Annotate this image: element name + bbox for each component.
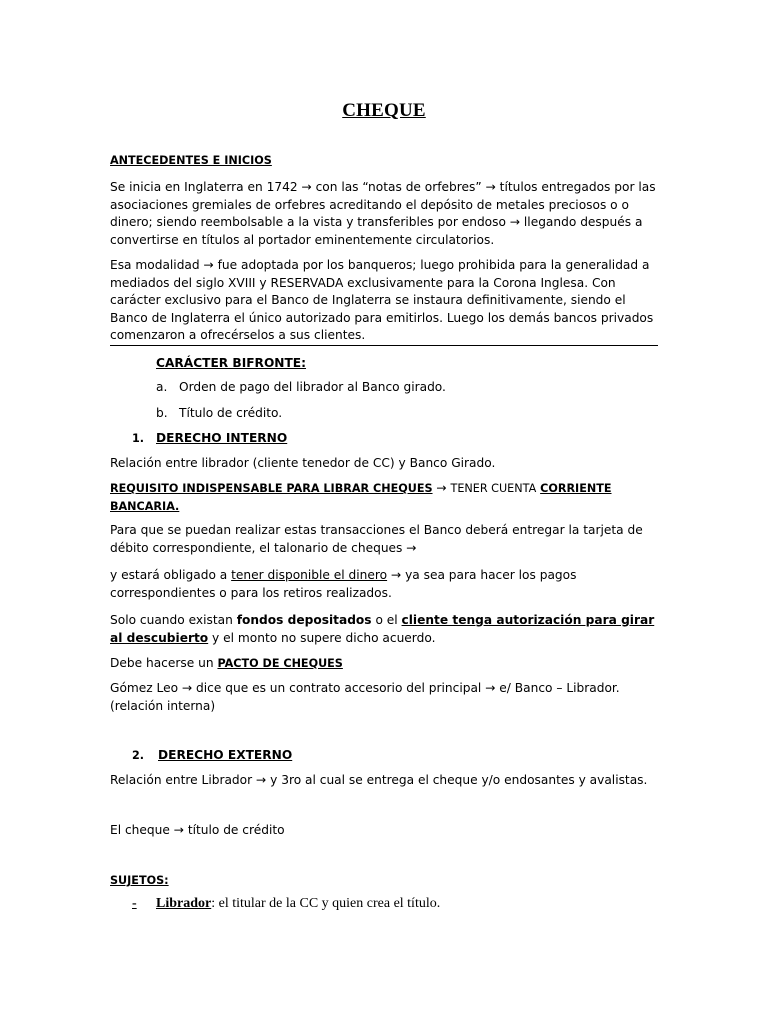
arrow-right-icon: → <box>181 681 193 695</box>
arrow-right-icon: → <box>390 568 402 582</box>
gomez-paragraph: Gómez Leo → dice que es un contrato accesorio del principal → e/ Banco – Librador. (relación interna) <box>110 681 620 713</box>
obligado-paragraph: y estará obligado a tener disponible el dinero → ya sea para hacer los pagos correspondientes o para los retiros realizados. <box>110 568 577 600</box>
list-item: Librador: el titular de la CC y quien crea el título. <box>156 896 441 911</box>
arrow-right-icon: → <box>173 823 184 837</box>
list-item-marker: a. <box>156 380 168 394</box>
requisito-paragraph: REQUISITO INDISPENSABLE PARA LIBRAR CHEQUES → TENER CUENTA CORRIENTE BANCARIA. <box>110 481 612 513</box>
arrow-right-icon: → <box>406 540 417 555</box>
derecho-interno-heading: DERECHO INTERNO <box>156 431 288 445</box>
section-number: 2. <box>132 749 145 762</box>
arrow-right-icon: → <box>436 481 447 495</box>
list-item: Título de crédito. <box>179 406 283 420</box>
arrow-right-icon: → <box>301 180 312 194</box>
list-item-marker: b. <box>156 406 168 420</box>
fondos-paragraph: Solo cuando existan fondos depositados o el cliente tenga autorización para girar al descubierto y el monto no supere dicho acuerdo. <box>110 613 655 645</box>
cheque-definition: El cheque → título de crédito <box>110 823 285 837</box>
arrow-right-icon: → <box>509 215 521 230</box>
antecedentes-paragraph-1: Se inicia en Inglaterra en 1742 → con las “notas de orfebres” → títulos entregados por las asociaciones gremiales de orfebres acreditando el depósito de metales preciosos o o dinero; siendo reembolsable a la vista y transferibles por endoso → llegando después a convertirse en títulos al portador eminentemente circulatorios. <box>110 180 656 247</box>
arrow-right-icon: → <box>485 681 496 695</box>
transacciones-paragraph: Para que se puedan realizar estas transacciones el Banco deberá entregar la tarjeta de débito correspondiente, el talonario de cheques → <box>110 523 643 555</box>
arrow-right-icon: → <box>203 258 214 272</box>
arrow-right-icon: → <box>256 773 267 787</box>
antecedentes-paragraph-2: Esa modalidad → fue adoptada por los banqueros; luego prohibida para la generalidad a mediados del siglo XVIII y RESERVADA exclusivamente para la Corona Inglesa. Con carácter exclusivo para el Banco de Inglaterra se instaura definitivamente, siendo el Banco de Inglaterra el único autorizado para emitirlos. Luego los demás bancos privados comenzaron a ofrecérselos a sus clientes. <box>110 258 654 343</box>
sujetos-heading: SUJETOS: <box>110 874 169 887</box>
list-item: Orden de pago del librador al Banco girado. <box>179 380 446 394</box>
interno-relation: Relación entre librador (cliente tenedor de CC) y Banco Girado. <box>110 456 496 470</box>
arrow-right-icon: → <box>485 180 496 194</box>
document-title: CHEQUE <box>342 100 426 121</box>
antecedentes-heading: ANTECEDENTES E INICIOS <box>110 154 272 167</box>
bifronte-heading: CARÁCTER BIFRONTE: <box>156 356 307 370</box>
list-item-marker: - <box>132 896 137 911</box>
section-number: 1. <box>132 432 145 445</box>
pacto-paragraph: Debe hacerse un PACTO DE CHEQUES <box>110 656 343 670</box>
externo-relation: Relación entre Librador → y 3ro al cual se entrega el cheque y/o endosantes y avalistas. <box>110 773 648 787</box>
section-divider <box>110 345 658 346</box>
derecho-externo-heading: DERECHO EXTERNO <box>158 748 293 762</box>
